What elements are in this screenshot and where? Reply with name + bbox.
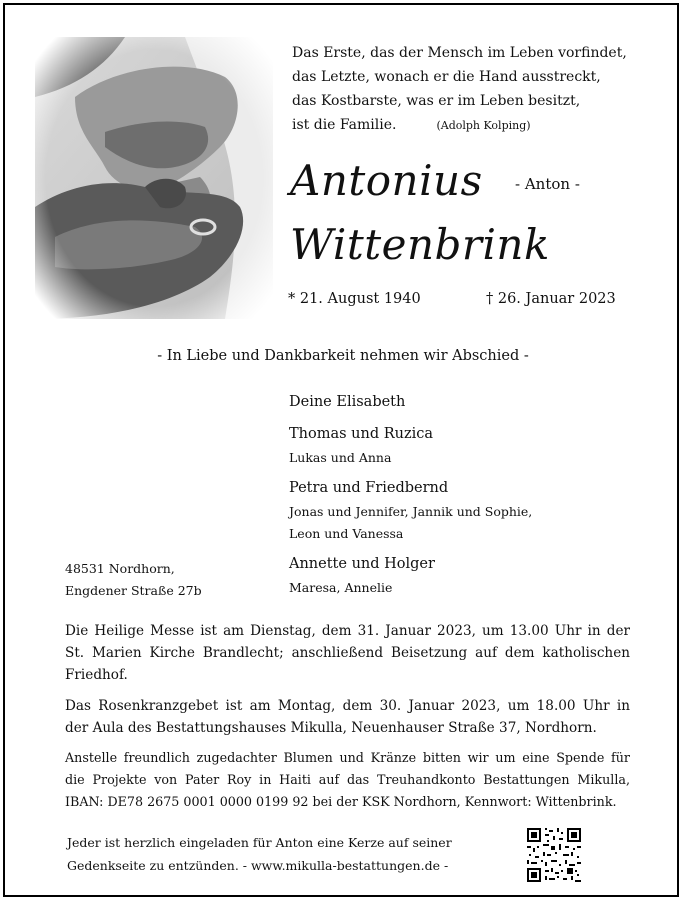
family-member: Thomas und Ruzica	[289, 426, 434, 442]
mass-line: St. Marien Kirche Brandlecht; anschließend Beisetzung auf dem katholischen	[65, 645, 630, 661]
family-group	[289, 389, 629, 415]
donation-paragraph	[65, 747, 630, 813]
poem-author: (Adolph Kolping)	[436, 119, 531, 132]
nickname: - Anton -	[515, 175, 580, 193]
mass-line: Friedhof.	[65, 667, 128, 683]
poem-line: das Kostbarste, was er im Leben besitzt,	[292, 93, 581, 109]
poem-line: Das Erste, das der Mensch im Leben vorfindet,	[292, 45, 627, 61]
donation-line: IBAN: DE78 2675 0001 0000 0199 92 bei der KSK Nordhorn, Kennwort: Wittenbrink.	[65, 794, 617, 809]
first-name: Antonius	[290, 156, 483, 205]
poem-last-line: ist die Familie.	[292, 117, 397, 133]
donation-line: Anstelle freundlich zugedachter Blumen und Kränze bitten wir um eine Spende für	[65, 750, 630, 765]
invitation-line: Gedenkseite zu entzünden. - www.mikulla-bestattungen.de -	[67, 858, 449, 873]
family-children: Lukas und Anna	[289, 450, 392, 465]
donation-line: die Projekte von Pater Roy in Haiti auf das Treuhandkonto Bestattungen Mikulla,	[65, 772, 630, 787]
memorial-invitation	[67, 831, 452, 877]
family-member: Deine Elisabeth	[289, 394, 406, 410]
invitation-line: Jeder ist herzlich eingeladen für Anton eine Kerze auf seiner	[67, 835, 452, 850]
family-list	[289, 389, 629, 605]
rosary-paragraph	[65, 695, 630, 739]
family-group	[289, 475, 629, 545]
family-children: Maresa, Annelie	[289, 580, 393, 595]
poem	[292, 41, 652, 138]
family-member: Petra und Friedbernd	[289, 480, 449, 496]
last-name: Wittenbrink	[290, 220, 550, 269]
family-group	[289, 421, 629, 469]
mass-line: Die Heilige Messe ist am Dienstag, dem 31. Januar 2023, um 13.00 Uhr in der	[65, 623, 630, 639]
poem-line	[292, 113, 652, 138]
poem-line: das Letzte, wonach er die Hand ausstreckt,	[292, 69, 601, 85]
address-city: 48531 Nordhorn,	[65, 561, 175, 576]
address	[65, 558, 202, 602]
rosary-line: Das Rosenkranzgebet ist am Montag, dem 30. Januar 2023, um 18.00 Uhr in	[65, 698, 630, 714]
mass-paragraph	[65, 620, 630, 686]
hands-photo	[35, 37, 273, 319]
rosary-line: der Aula des Bestattungshauses Mikulla, Neuenhauser Straße 37, Nordhorn.	[65, 720, 597, 736]
death-date: † 26. Januar 2023	[486, 291, 616, 307]
family-children: Jonas und Jennifer, Jannik und Sophie,	[289, 504, 533, 519]
family-children: Leon und Vanessa	[289, 526, 404, 541]
family-group	[289, 551, 629, 599]
qr-code-icon[interactable]	[527, 828, 581, 882]
family-member: Annette und Holger	[289, 556, 435, 572]
address-street: Engdener Straße 27b	[65, 583, 202, 598]
farewell-line: - In Liebe und Dankbarkeit nehmen wir Abschied -	[157, 348, 529, 364]
obituary-notice	[3, 3, 679, 897]
birth-date: * 21. August 1940	[288, 291, 421, 307]
